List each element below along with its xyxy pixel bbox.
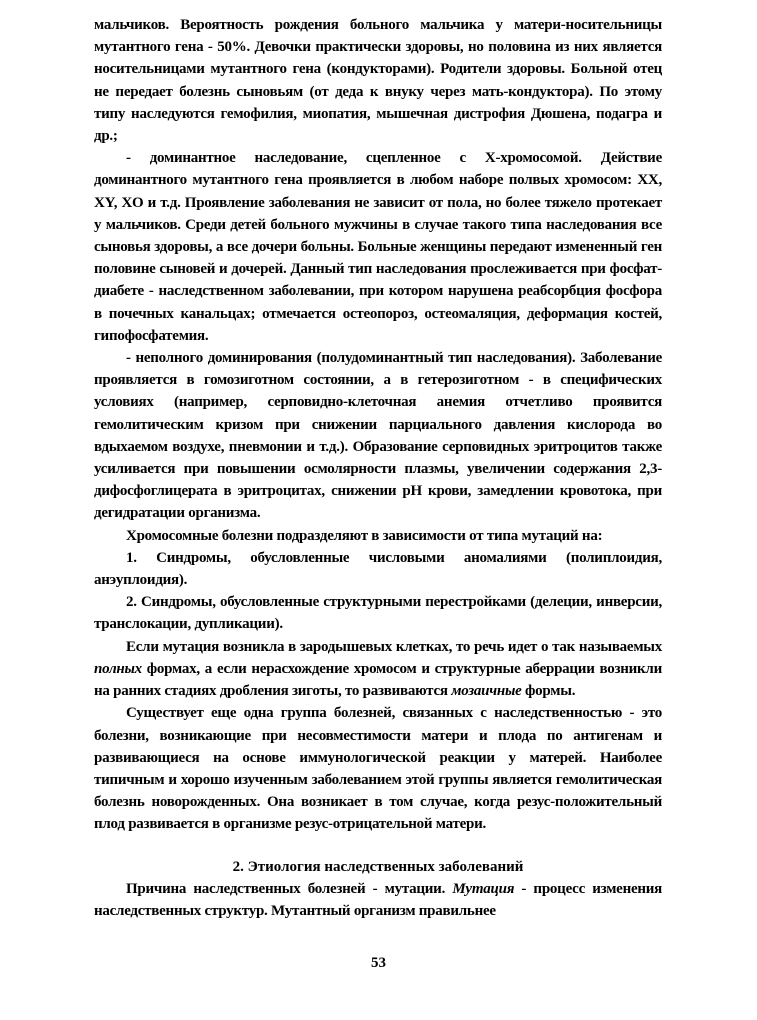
paragraph-chromosomal-intro: Хромосомные болезни подразделяют в зависимости от типа мутаций на:	[126, 527, 603, 544]
paragraph-etiology	[94, 878, 662, 922]
list-item-numerical: 1. Синдромы, обусловленные числовыми аномалиями (полиплоидия, анэуплоидия).	[94, 549, 662, 589]
italic-term-mosaic: мозаичные	[451, 683, 522, 700]
paragraph-incomplete-dominance: - неполного доминирования (полудоминантный тип наследования). Заболевание проявляется в гомозиготном состоянии, а в гетерозиготном - в специфических условиях (например, серповидно-клеточная анемия отчетливо проявится гемолитическим кризом при снижении парциального давления кислорода во вдыхаемом воздухе, пневмонии и т.д.). Образование серповидных эритроцитов также усиливается при повышении осмолярности плазмы, увеличении содержания 2,3-дифосфоглицерата в эритроцитах, снижении pH крови, замедлении кровотока, при дегидратации организма.	[94, 350, 662, 522]
italic-term-full: полных	[94, 660, 142, 677]
text-span: формах, а если нерасхождение хромосом и структурные аберрации возникли на ранних стадиях дробления зиготы, то развиваются	[94, 660, 662, 700]
italic-term-mutation: Мутация	[452, 880, 515, 897]
page-number: 53	[371, 955, 386, 971]
text-span: - процесс изменения наследственных структур. Мутантный организм правильнее	[94, 880, 663, 919]
list-item-structural: 2. Синдромы, обусловленные структурными перестройками (делеции, инверсии, транслокации, дупликации).	[94, 594, 662, 633]
text-span: Если мутация возникла в зародышевых клетках, то речь идет о так называемых	[126, 638, 662, 655]
paragraph-dominant-x-linked: - доминантное наследование, сцепленное с Х-хромосомой. Действие доминантного мутантного гена проявляется в любом наборе полвых хромосом: XX, XY, XO и т.д. Проявление заболевания не зависит от пола, но более тяжело протекает у мальчиков. Среди детей больного мужчины в случае такого типа наследования все сыновья здоровы, а все дочери больны. Больные женщины передают измененный ген половине сыновей и дочерей. Данный тип наследования прослеживается при фосфат-диабете - наследственном заболевании, при котором нарушена реабсорбция фосфора в почечных канальцах; отмечается остеопороз, остеомаляция, деформация костей, гипофосфатемия.	[94, 150, 662, 344]
text-span: формы.	[521, 683, 576, 700]
paragraph-continuation: мальчиков. Вероятность рождения больного мальчика у матери-носительницы мутантного гена - 50%. Девочки практически здоровы, но половина из них является носительницами мутантного гена (кондукторами). Родители здоровы. Больной отец не передает болезнь сыновьям (от деда к внуку через мать-кондуктора). По этому типу наследуются гемофилия, миопатия, мышечная дистрофия Дюшена, подагра и др.;	[94, 17, 662, 145]
text-span: Причина наследственных болезней - мутации.	[126, 880, 453, 897]
page-body	[94, 14, 662, 922]
paragraph-immunological: Существует еще одна группа болезней, связанных с наследственностью - это болезни, возникающие при несовместимости матери и плода по антигенам и развивающиеся на основе иммунологической реакции у матерей. Наиболее типичным и хорошо изученным заболеванием этой группы является гемолитическая болезнь новорожденных. Она возникает в том случае, когда резус-положительный плод развивается в организме резус-отрицательной матери.	[94, 705, 662, 833]
paragraph-mutation-forms	[94, 636, 662, 703]
section-heading: 2. Этиология наследственных заболеваний	[232, 858, 524, 875]
